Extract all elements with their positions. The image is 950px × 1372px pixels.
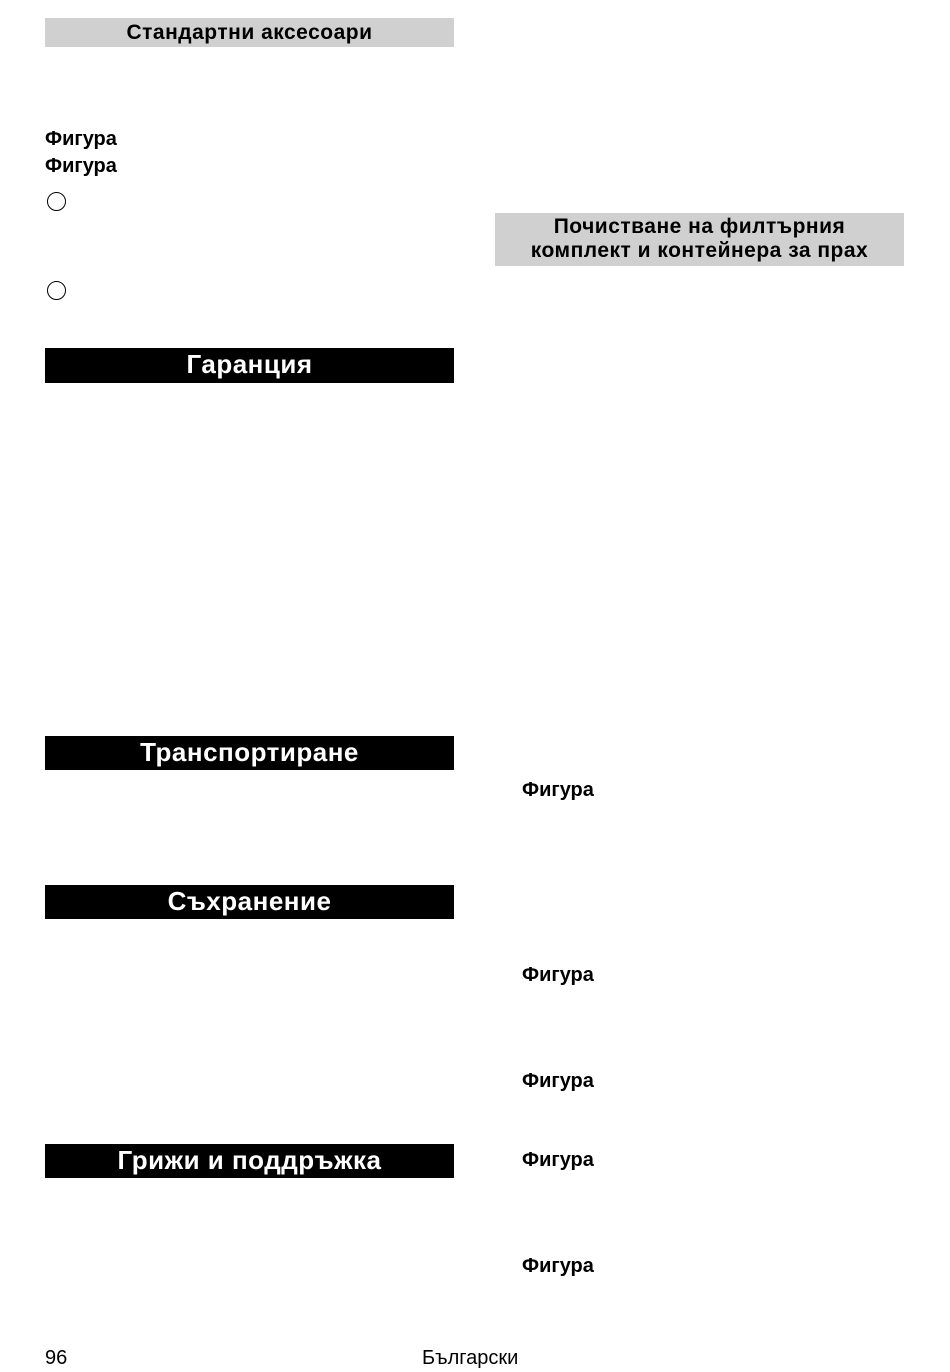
storage-heading: Съхранение [45,885,454,919]
filter-cleaning-heading [495,213,904,266]
filter-cleaning-heading-line2: комплект и контейнера за прах [530,239,869,262]
warranty-heading: Гаранция [45,348,454,383]
circle-icon [47,192,66,211]
transport-heading: Транспортиране [45,736,454,770]
page-number: 96 [45,1347,68,1369]
footer-language: Български [422,1347,519,1369]
figure-label: Фигура [522,779,594,801]
figure-label: Фигура [522,1149,594,1171]
figure-label: Фигура [522,964,594,986]
circle-icon [47,281,66,300]
standard-accessories-heading: Стандартни аксесоари [45,18,454,47]
filter-cleaning-heading-line1: Почистване на филтърния [553,215,846,238]
care-maintenance-heading: Грижи и поддръжка [45,1144,454,1178]
figure-label: Фигура [522,1070,594,1092]
figure-label: Фигура [522,1255,594,1277]
figure-label: Фигура [45,128,117,150]
figure-label: Фигура [45,155,117,177]
